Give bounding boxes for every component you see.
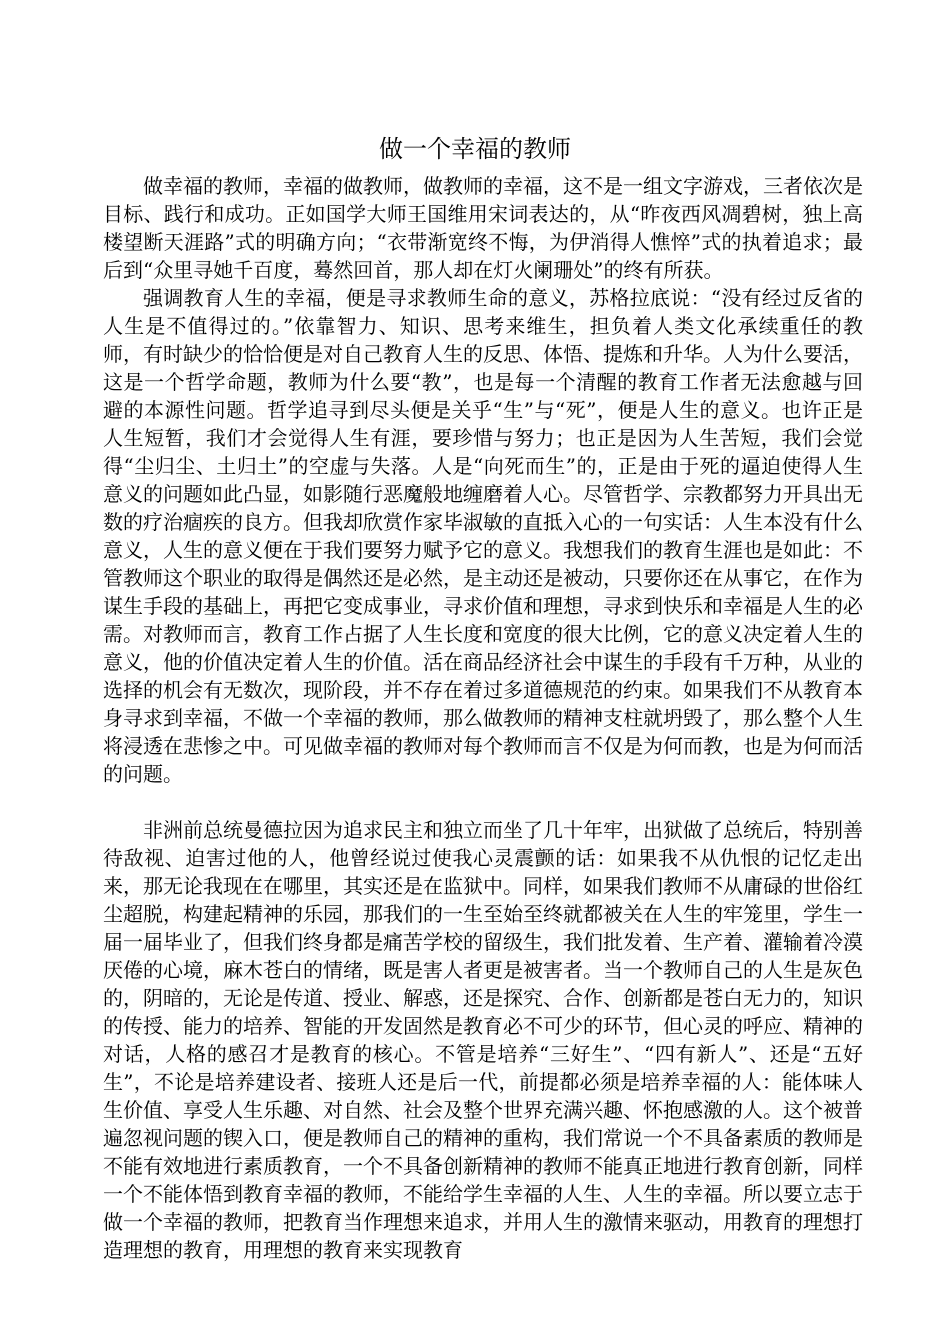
paragraph-1: 做幸福的教师，幸福的做教师，做教师的幸福，这不是一组文字游戏，三者依次是目标、践行和成功。正如国学大师王国维用宋词表达的，从“昨夜西风凋碧树，独上高楼望断天涯路”式的明确方向；“衣带渐宽终不悔，为伊消得人憔悴”式的执着追求；最后到“众里寻她千百度，蓦然回首，那人却在灯火阑珊处”的终有所获。 (103, 174, 863, 282)
paragraph-2: 强调教育人生的幸福，便是寻求教师生命的意义，苏格拉底说：“没有经过反省的人生是不值得过的。”依靠智力、知识、思考来维生，担负着人类文化承续重任的教师，有时缺少的恰恰便是对自己教育人生的反思、体悟、提炼和升华。人为什么要活，这是一个哲学命题，教师为什么要“教”，也是每一个清醒的教育工作者无法愈越与回避的本源性问题。哲学追寻到尽头便是关乎“生”与“死”，便是人生的意义。也许正是人生短暂，我们才会觉得人生有涯，要珍惜与努力；也正是因为人生苦短，我们会觉得“尘归尘、土归土”的空虚与失落。人是“向死而生”的，正是由于死的逼迫使得人生意义的问题如此凸显，如影随行恶魔般地缠磨着人心。尽管哲学、宗教都努力开具出无数的疗治痼疾的良方。但我却欣赏作家毕淑敏的直抵入心的一句实话：人生本没有什么意义，人生的意义便在于我们要努力赋予它的意义。我想我们的教育生涯也是如此：不管教师这个职业的取得是偶然还是必然，是主动还是被动，只要你还在从事它，在作为谋生手段的基础上，再把它变成事业，寻求价值和理想，寻求到快乐和幸福是人生的必需。对教师而言，教育工作占据了人生长度和宽度的很大比例，它的意义决定着人生的意义，他的价值决定着人生的价值。活在商品经济社会中谋生的手段有千万种，从业的选择的机会有无数次，现阶段，并不存在着过多道德规范的约束。如果我们不从教育本身寻求到幸福，不做一个幸福的教师，那么做教师的精神支柱就坍毁了，那么整个人生将浸透在悲惨之中。可见做幸福的教师对每个教师而言不仅是为何而教，也是为何而活的问题。 (103, 286, 863, 786)
paragraph-3: 非洲前总统曼德拉因为追求民主和独立而坐了几十年牢，出狱做了总统后，特别善待敌视、迫害过他的人，他曾经说过使我心灵震颤的话：如果我不从仇恨的记忆走出来，那无论我现在在哪里，其实还是在监狱中。同样，如果我们教师不从庸碌的世俗红尘超脱，构建起精神的乐园，那我们的一生至始至终就都被关在人生的牢笼里，学生一届一届毕业了，但我们终身都是痛苦学校的留级生，我们批发着、生产着、灌输着冷漠厌倦的心境，麻木苍白的情绪，既是害人者更是被害者。当一个教师自己的人生是灰色的，阴暗的，无论是传道、授业、解惑，还是探究、合作、创新都是苍白无力的，知识的传授、能力的培养、智能的开发固然是教育必不可少的环节，但心灵的呼应、精神的对话，人格的感召才是教育的核心。不管是培养“三好生”、“四有新人”、还是“五好生”，不论是培养建设者、接班人还是后一代，前提都必须是培养幸福的人：能体味人生价值、享受人生乐趣、对自然、社会及整个世界充满兴趣、怀抱感激的人。这个被普遍忽视问题的锲入口，便是教师自己的精神的重构，我们常说一个不具备素质的教师是不能有效地进行素质教育，一个不具备创新精神的教师不能真正地进行教育创新，同样一个不能体悟到教育幸福的教师，不能给学生幸福的人生、人生的幸福。所以要立志于做一个幸福的教师，把教育当作理想来追求，并用人生的激情来驱动，用教育的理想打造理想的教育，用理想的教育来实现教育 (103, 818, 863, 1262)
document-title: 做一个幸福的教师 (379, 135, 571, 163)
document-body (103, 172, 863, 1264)
